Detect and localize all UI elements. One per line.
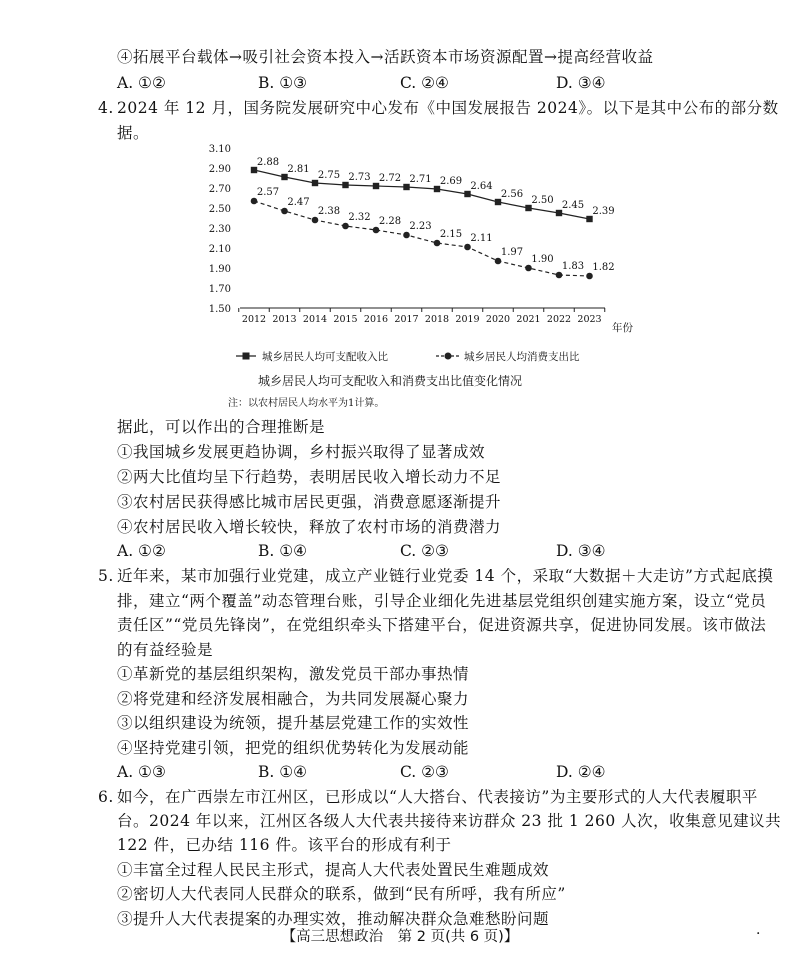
q5-number: 5. — [98, 567, 114, 585]
corner-mark: · — [756, 926, 761, 942]
data-label: 2.69 — [439, 176, 463, 187]
data-label: 2.73 — [348, 172, 371, 183]
y-axis-ticks — [209, 144, 231, 315]
x-tick-label: 2017 — [394, 314, 419, 325]
q6-number: 6. — [98, 788, 114, 806]
q4-option-b[interactable]: B. ①④ — [258, 542, 308, 560]
data-label: 2.81 — [287, 164, 310, 175]
x-tick-label: 2021 — [516, 314, 541, 325]
data-label: 2.45 — [561, 200, 585, 211]
data-label: 1.82 — [592, 262, 615, 273]
q5-option-b[interactable]: B. ①④ — [258, 763, 308, 781]
q5-option-d[interactable]: D. ②④ — [556, 763, 606, 781]
data-label: 2.28 — [378, 216, 402, 227]
q6-stem-line2: 台。2024 年以来，江州区各级人大代表共接待来访群众 23 批 1 260 人次，收集意见建议共 — [117, 812, 782, 830]
q3-option-d[interactable]: D. ③④ — [556, 74, 606, 92]
q4-stem-line1: 2024 年 12 月，国务院发展研究中心发布《中国发展报告 2024》。以下是其中公布的部分数 — [117, 99, 779, 117]
q4-option-a[interactable]: A. ①② — [117, 542, 166, 560]
x-tick-label: 2023 — [577, 314, 602, 325]
data-label: 2.57 — [256, 187, 280, 198]
x-tick-label: 2013 — [272, 314, 297, 325]
data-label: 2.15 — [439, 229, 463, 240]
x-axis-ticks — [239, 308, 605, 325]
series-income-ratio — [251, 157, 615, 222]
x-tick-label: 2018 — [424, 314, 450, 325]
q4-stem-line2: 据。 — [117, 124, 150, 142]
q5-stem-line2: 排，建立“两个覆盖”动态管理台账，引导企业细化先进基层党组织创建实施方案，设立“党员 — [117, 592, 767, 610]
legend-marker-consumption — [445, 353, 452, 360]
q5-option-c[interactable]: C. ②③ — [400, 763, 449, 781]
series-consumption-ratio — [251, 187, 615, 279]
data-label: 2.11 — [470, 233, 493, 244]
y-tick-label: 2.10 — [208, 244, 231, 255]
data-point — [281, 208, 288, 215]
data-label: 2.39 — [592, 206, 615, 217]
income-consumption-ratio-chart — [150, 130, 633, 410]
data-point — [464, 244, 471, 251]
data-label: 2.32 — [348, 212, 371, 223]
chart-note: 注：以农村居民人均水平为1计算。 — [228, 398, 385, 409]
y-tick-label: 1.90 — [208, 264, 231, 275]
legend-label-income: 城乡居民人均可支配收入比 — [262, 351, 388, 363]
y-tick-label: 2.30 — [208, 224, 231, 235]
y-tick-label: 2.90 — [208, 164, 231, 175]
q5-option-a[interactable]: A. ①③ — [117, 763, 166, 781]
data-label: 2.71 — [409, 174, 432, 185]
q5-stem-line4: 的有益经验是 — [117, 641, 214, 659]
q5-stem-line1: 近年来，某市加强行业党建，成立产业链行业党委 14 个，采取“大数据＋大走访”方式起底摸 — [117, 567, 774, 585]
x-tick-label: 2019 — [455, 314, 480, 325]
q6-statement-2: ②密切人大代表同人民群众的联系，做到“民有所呼，我有所应” — [117, 885, 566, 903]
data-point — [434, 240, 441, 247]
q5-statement-4: ④坚持党建引领，把党的组织优势转化为发展动能 — [117, 739, 470, 757]
x-tick-label: 2012 — [241, 314, 267, 325]
q5-statement-2: ②将党建和经济发展相融合，为共同发展凝心聚力 — [117, 690, 470, 708]
q4-statement-1: ①我国城乡发展更趋协调，乡村振兴取得了显著成效 — [117, 443, 486, 461]
x-tick-label: 2022 — [546, 314, 572, 325]
data-label: 1.83 — [561, 261, 585, 272]
data-point — [312, 217, 319, 224]
x-tick-label: 2020 — [485, 314, 511, 325]
data-label: 2.64 — [470, 181, 493, 192]
chart-title: 城乡居民人均可支配收入和消费支出比值变化情况 — [257, 374, 523, 388]
data-label: 2.75 — [317, 170, 341, 181]
q6-statement-3: ③提升人大代表提案的办理实效，推动解决群众急难愁盼问题 — [117, 910, 550, 928]
data-label: 2.38 — [317, 206, 341, 217]
q3-statement-4: ④拓展平台载体→吸引社会资本投入→活跃资本市场资源配置→提高经营收益 — [117, 48, 654, 66]
data-point — [586, 273, 593, 280]
q4-option-d[interactable]: D. ③④ — [556, 542, 606, 560]
x-tick-label: 2015 — [333, 314, 358, 325]
y-tick-label: 2.50 — [208, 204, 231, 215]
data-point — [403, 232, 410, 239]
y-tick-label: 1.70 — [208, 284, 231, 295]
y-tick-label: 1.50 — [208, 304, 231, 315]
q4-statement-3: ③农村居民获得感比城市居民更强，消费意愿逐渐提升 — [117, 493, 502, 511]
data-label: 2.56 — [500, 189, 524, 200]
q6-statement-1: ①丰富全过程人民民主形式，提高人大代表处置民生难题成效 — [117, 861, 550, 879]
q3-option-a[interactable]: A. ①② — [117, 74, 166, 92]
data-point — [495, 258, 502, 265]
data-label: 1.97 — [500, 247, 524, 258]
q3-option-c[interactable]: C. ②④ — [400, 74, 449, 92]
q5-statement-3: ③以组织建设为统领，提升基层党建工作的实效性 — [117, 714, 470, 732]
data-label: 2.47 — [287, 197, 310, 208]
legend — [236, 350, 580, 363]
q5-statement-1: ①革新党的基层组织架构，激发党员干部办事热情 — [117, 665, 470, 683]
q4-option-c[interactable]: C. ②③ — [400, 542, 449, 560]
data-label: 1.90 — [531, 254, 554, 265]
y-tick-label: 2.70 — [208, 184, 231, 195]
q4-number: 4. — [98, 99, 114, 117]
y-tick-label: 3.10 — [208, 144, 231, 155]
data-point — [373, 227, 380, 234]
q6-stem-line3: 122 件，已办结 116 件。该平台的形成有利于 — [117, 836, 452, 854]
legend-label-consumption: 城乡居民人均消费支出比 — [464, 351, 580, 363]
data-label: 2.50 — [531, 195, 554, 206]
x-tick-label: 2016 — [363, 314, 389, 325]
data-label: 2.88 — [256, 157, 280, 168]
q4-lead: 据此，可以作出的合理推断是 — [117, 418, 326, 436]
q5-stem-line3: 责任区”“党员先锋岗”，在党组织牵头下搭建平台，促进资源共享，促进协同发展。该市做法 — [117, 616, 767, 634]
q4-statement-4: ④农村居民收入增长较快，释放了农村市场的消费潜力 — [117, 518, 502, 536]
data-label: 2.72 — [378, 173, 402, 184]
x-tick-label: 2014 — [302, 314, 328, 325]
data-point — [342, 223, 349, 230]
q4-statement-2: ②两大比值均呈下行趋势，表明居民收入增长动力不足 — [117, 468, 502, 486]
page-footer: 【高三思想政治 第 2 页(共 6 页)】 — [281, 929, 519, 945]
legend-marker-income — [243, 353, 250, 360]
q6-stem-line1: 如今，在广西崇左市江州区，已形成以“人大搭台、代表接访”为主要形式的人大代表履职平 — [117, 788, 758, 806]
x-axis-label: 年份 — [612, 322, 633, 334]
data-point — [251, 198, 258, 205]
q3-option-b[interactable]: B. ①③ — [258, 74, 308, 92]
data-label: 2.23 — [409, 221, 432, 232]
data-point — [556, 272, 563, 279]
data-point — [525, 265, 532, 272]
